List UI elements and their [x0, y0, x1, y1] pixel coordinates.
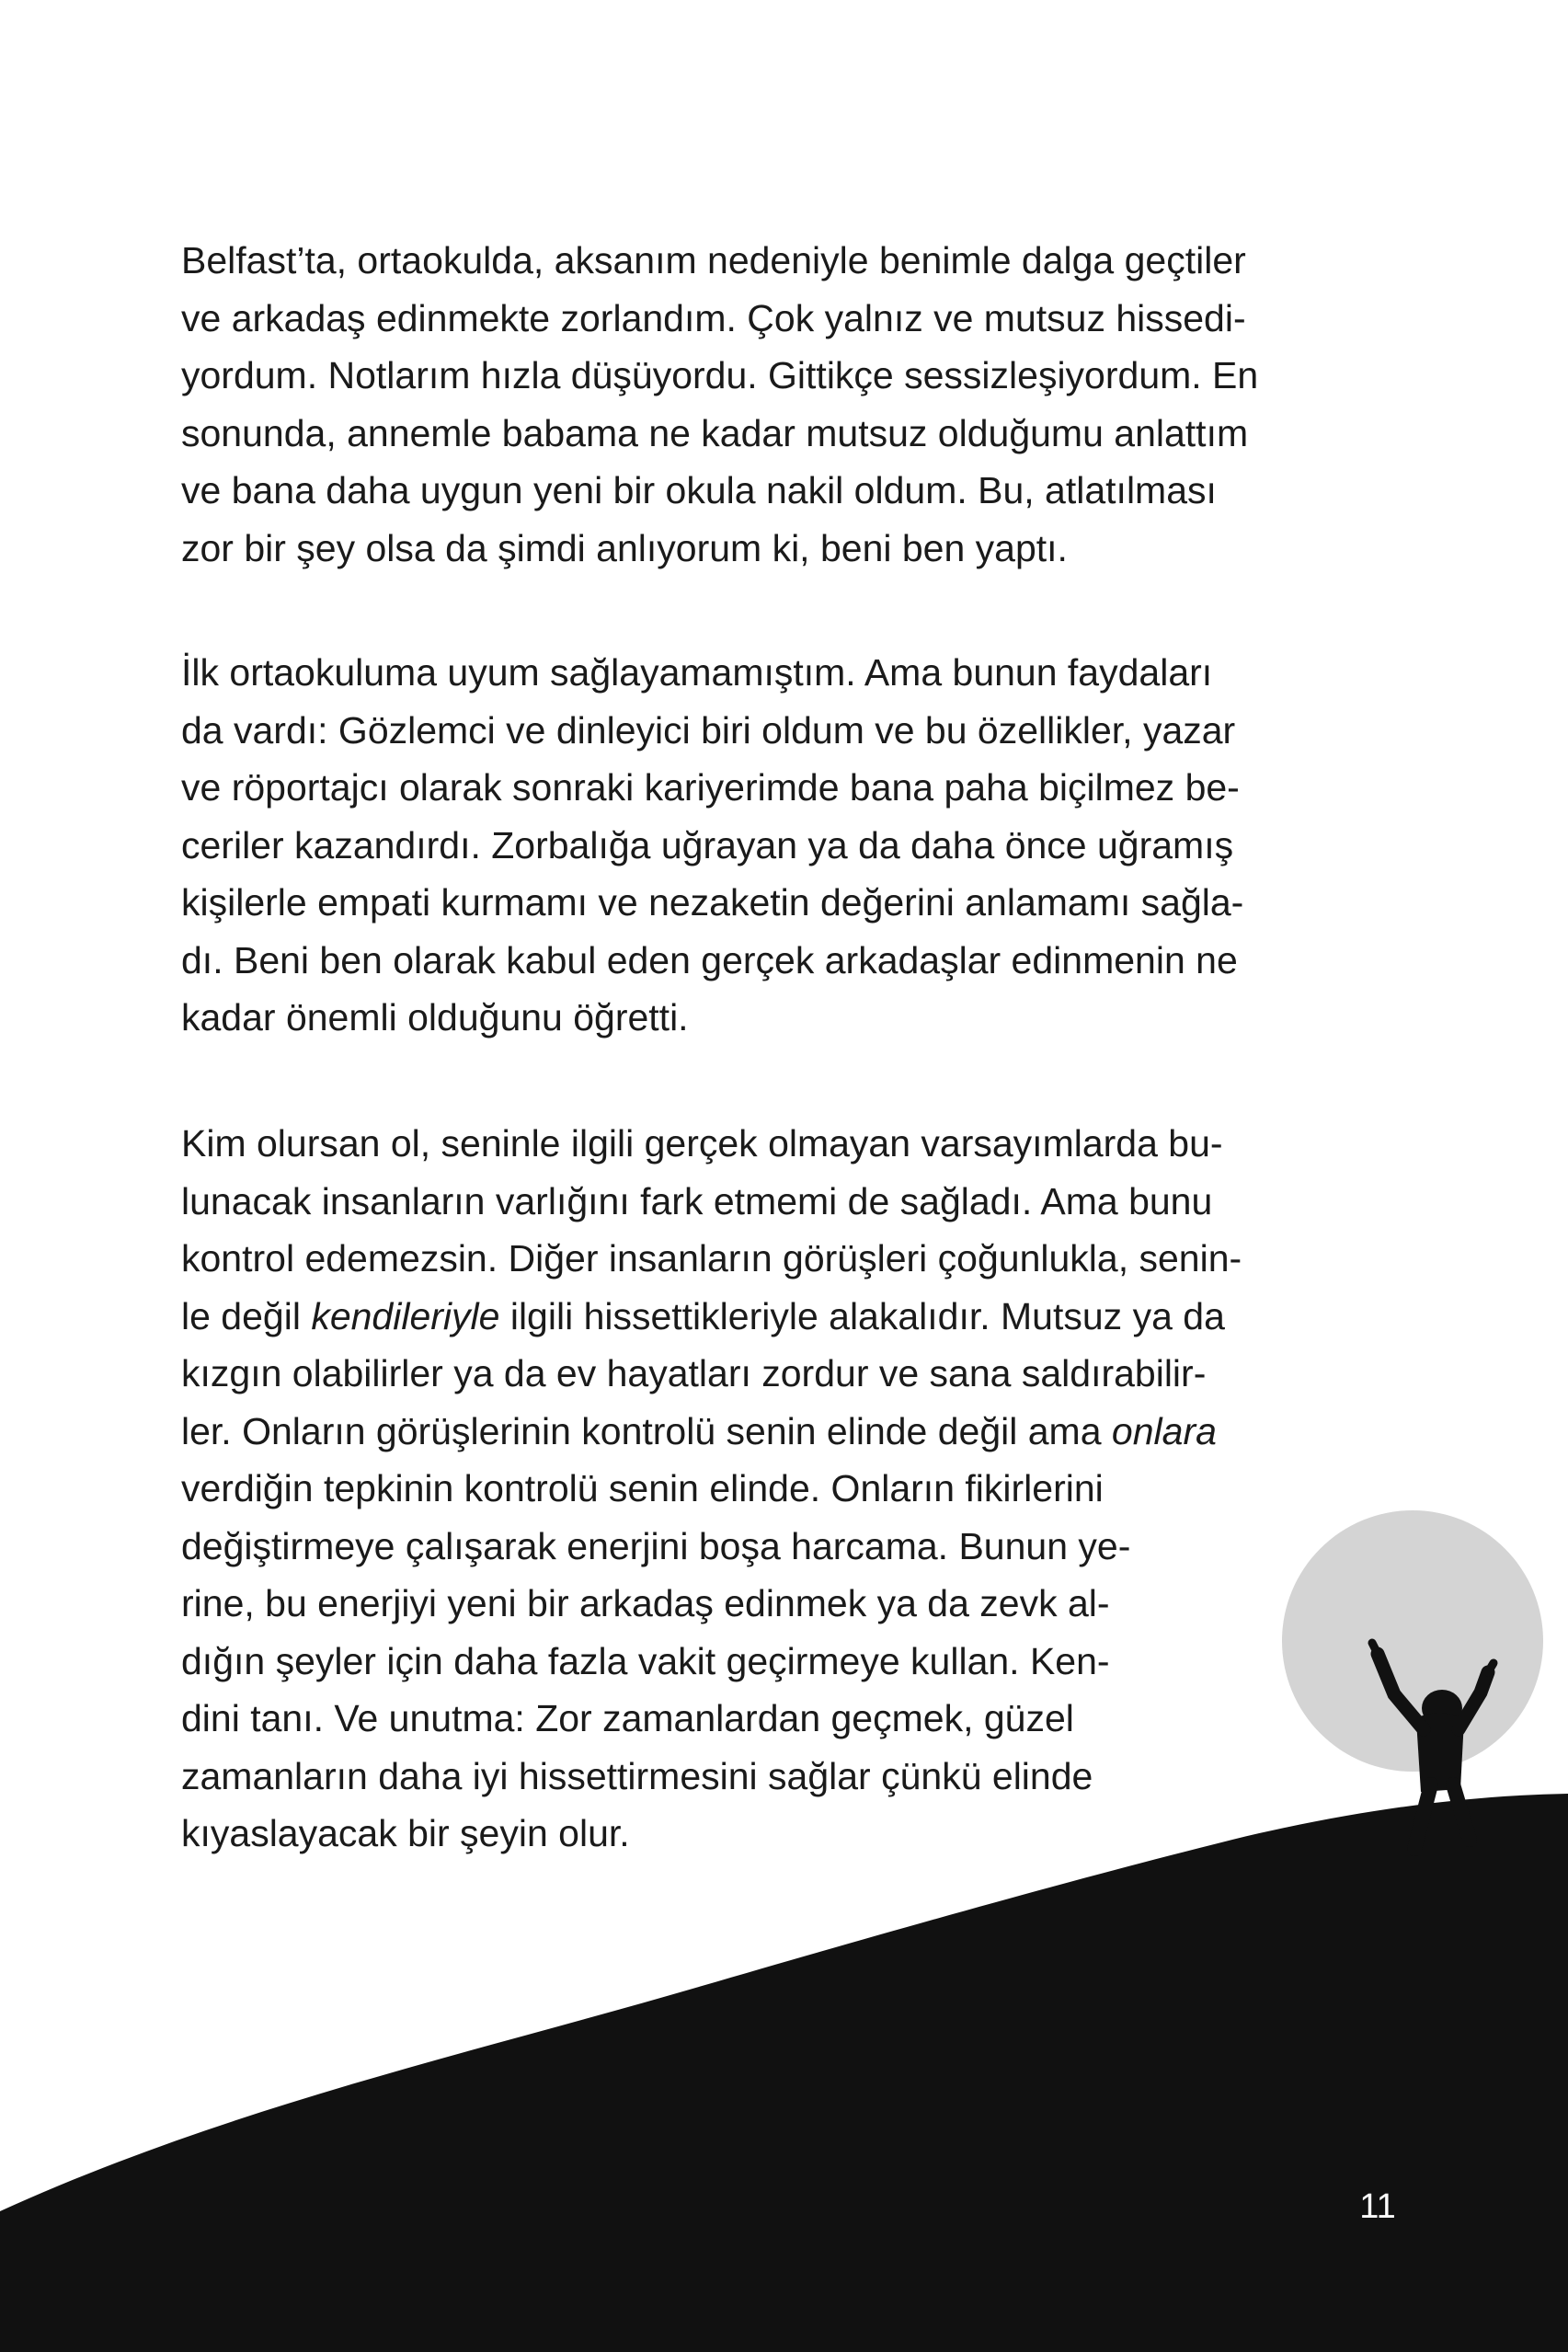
paragraph-line: ve arkadaş edinmekte zorlandım. Çok yalnız ve mutsuz hissedi-: [181, 296, 1246, 339]
paragraph-line: Belfast’ta, ortaokulda, aksanım nedeniyle benimle dalga geçtiler: [181, 239, 1246, 281]
paragraph-line: da vardı: Gözlemci ve dinleyici biri oldum ve bu özellikler, yazar: [181, 708, 1236, 751]
line-text: ler. Onların görüşlerinin kontrolü senin elinde değil ama: [181, 1409, 1112, 1452]
paragraph-line: yordum. Notlarım hızla düşüyordu. Gittikçe sessizleşiyordum. En: [181, 354, 1259, 396]
paragraph-line: [181, 1288, 1388, 1346]
paragraph-line: Kim olursan ol, seninle ilgili gerçek olmayan varsayımlarda bu-: [181, 1122, 1223, 1165]
hill-silhouette-icon: [0, 1794, 1568, 2352]
line-text: ilgili hissettikleriyle alakalıdır. Mutsuz ya da: [499, 1294, 1225, 1337]
paragraph-line: kıyaslayacak bir şeyin olur.: [181, 1812, 630, 1854]
paragraph-line: verdiğin tepkinin kontrolü senin elinde. Onların fikirlerini: [181, 1467, 1104, 1509]
paragraph-line: zamanların daha iyi hissettirmesini sağlar çünkü elinde: [181, 1754, 1093, 1797]
paragraph-line: kızgın olabilirler ya da ev hayatları zordur ve sana saldırabilir-: [181, 1352, 1207, 1394]
paragraph-line: ve bana daha uygun yeni bir okula nakil oldum. Bu, atlatılması: [181, 469, 1217, 511]
paragraph-line: kontrol edemezsin. Diğer insanların görüşleri çoğunlukla, senin-: [181, 1237, 1242, 1279]
paragraph-line: İlk ortaokuluma uyum sağlayamamıştım. Ama bunun faydaları: [181, 651, 1213, 694]
paragraph-line: ve röportajcı olarak sonraki kariyerimde bana paha biçilmez be-: [181, 766, 1240, 809]
paragraph-line: kişilerle empati kurmamı ve nezaketin değerini anlamamı sağla-: [181, 881, 1244, 924]
line-text: le değil: [181, 1294, 312, 1337]
paragraph-line: değiştirmeye çalışarak enerjini boşa harcama. Bunun ye-: [181, 1524, 1131, 1567]
paragraph-line: zor bir şey olsa da şimdi anlıyorum ki, beni ben yaptı.: [181, 526, 1068, 569]
paragraph-line: dı. Beni ben olarak kabul eden gerçek arkadaşlar edinmenin ne: [181, 938, 1238, 981]
paragraph-line: ceriler kazandırdı. Zorbalığa uğrayan ya da daha önce uğramış: [181, 823, 1234, 866]
paragraph-line: dığın şeyler için daha fazla vakit geçirmeye kullan. Ken-: [181, 1639, 1110, 1682]
paragraph-line: lunacak insanların varlığını fark etmemi de sağladı. Ama bunu: [181, 1179, 1213, 1222]
italic-word: kendileriyle: [311, 1294, 500, 1337]
paragraph-line: sonunda, annemle babama ne kadar mutsuz olduğumu anlattım: [181, 411, 1249, 454]
paragraph-line: kadar önemli olduğunu öğretti.: [181, 996, 689, 1038]
paragraph-line: [181, 1403, 1388, 1461]
page-number: 11: [1359, 2187, 1396, 2226]
paragraph-3: [181, 1115, 1388, 1863]
paragraph-2: [181, 644, 1388, 1047]
italic-word: onlara: [1111, 1409, 1217, 1452]
paragraph-line: rine, bu enerjiyi yeni bir arkadaş edinmek ya da zevk al-: [181, 1582, 1110, 1624]
paragraph-1: [181, 232, 1388, 577]
paragraph-line: dini tanı. Ve unutma: Zor zamanlardan geçmek, güzel: [181, 1697, 1074, 1739]
